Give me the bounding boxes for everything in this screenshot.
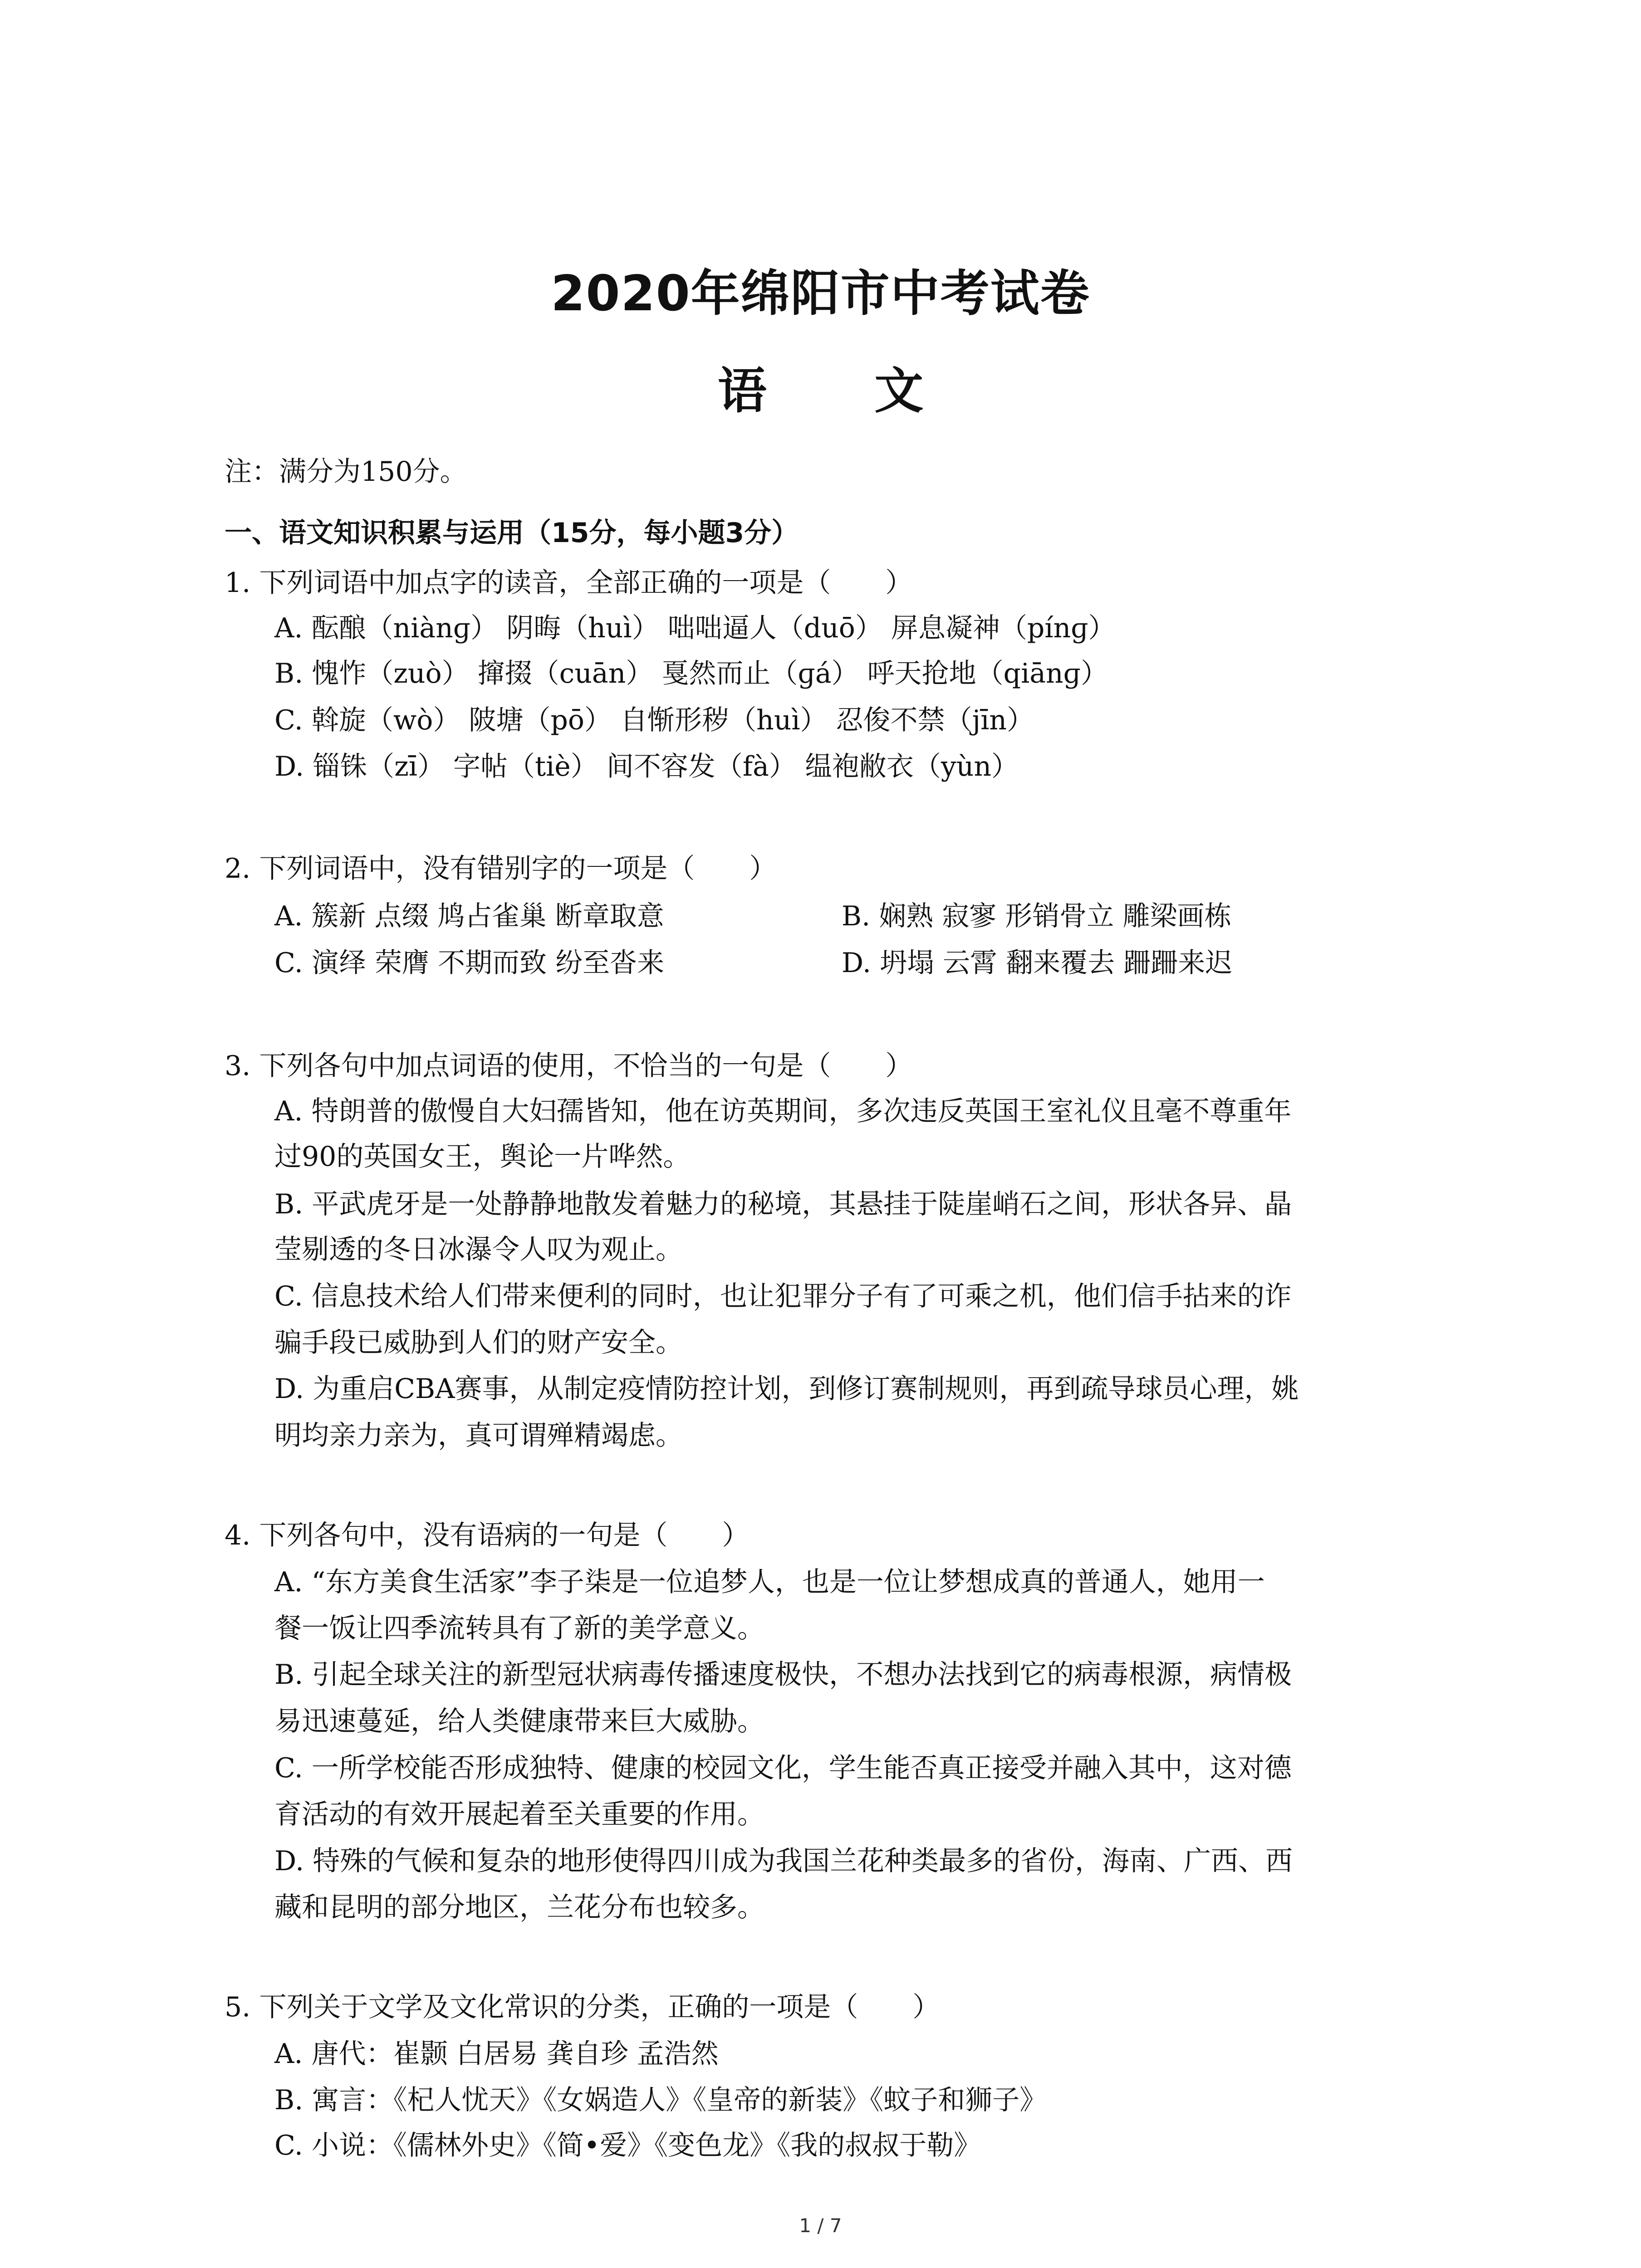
option-d: D. 为重启CBA赛事，从制定疫情防控计划，到修订赛制规则，再到疏导球员心理，姚 <box>274 1373 1299 1405</box>
option-b: B. 娴熟 寂寥 形销骨立 雕梁画栋 <box>842 900 1232 932</box>
option-c: C. 一所学校能否形成独特、健康的校园文化，学生能否真正接受并融入其中，这对德 <box>274 1752 1292 1784</box>
question-stem: 4. 下列各句中，没有语病的一句是（ ） <box>225 1520 749 1551</box>
question-stem: 2. 下列词语中，没有错别字的一项是（ ） <box>225 853 777 885</box>
subject-title: 语 文 <box>717 363 969 420</box>
section-heading: 一、语文知识积累与运用（15分，每小题3分） <box>225 517 799 549</box>
option-b-continued: 易迅速蔓延，给人类健康带来巨大威胁。 <box>274 1706 764 1737</box>
option-d-continued: 明均亲力亲为，真可谓殚精竭虑。 <box>274 1420 683 1452</box>
question-stem: 3. 下列各句中加点词语的使用，不恰当的一句是（ ） <box>225 1050 913 1082</box>
option-b: B. 平武虎牙是一处静静地散发着魅力的秘境，其悬挂于陡崖峭石之间，形状各异、晶 <box>274 1188 1292 1220</box>
option-d-continued: 藏和昆明的部分地区，兰花分布也较多。 <box>274 1892 764 1923</box>
option-b: B. 引起全球关注的新型冠状病毒传播速度极快，不想办法找到它的病毒根源，病情极 <box>274 1659 1292 1691</box>
option-c-continued: 育活动的有效开展起着至关重要的作用。 <box>274 1799 764 1830</box>
option-c: C. 演绎 荣膺 不期而致 纷至沓来 <box>274 947 665 979</box>
option-a: A. 酝酿（niànɡ） 阴晦（huì） 咄咄逼人（duō） 屏息凝神（pínɡ） <box>274 612 1116 644</box>
option-c: C. 斡旋（wò） 陂塘（pō） 自惭形秽（huì） 忍俊不禁（jīn） <box>274 704 1034 736</box>
page-number: 1 / 7 <box>799 2214 842 2237</box>
option-b: B. 愧怍（zuò） 撺掇（cuān） 戛然而止（ɡá） 呼天抢地（qiānɡ） <box>274 658 1108 689</box>
question-stem: 1. 下列词语中加点字的读音，全部正确的一项是（ ） <box>225 567 913 599</box>
score-note: 注：满分为150分。 <box>225 456 467 488</box>
question-stem: 5. 下列关于文学及文化常识的分类，正确的一项是（ ） <box>225 1991 940 2023</box>
option-a-continued: 过90的英国女王，舆论一片哗然。 <box>274 1141 691 1173</box>
option-c-continued: 骗手段已威胁到人们的财产安全。 <box>274 1327 683 1359</box>
option-d: D. 特殊的气候和复杂的地形使得四川成为我国兰花种类最多的省份，海南、广西、西 <box>274 1845 1293 1877</box>
option-a: A. 唐代：崔颢 白居易 龚自珍 孟浩然 <box>274 2038 719 2070</box>
option-a: A. 特朗普的傲慢自大妇孺皆知，他在访英期间，多次违反英国王室礼仪且毫不尊重年 <box>274 1095 1292 1127</box>
option-d: D. 坍塌 云霄 翻来覆去 跚跚来迟 <box>842 947 1233 979</box>
option-b: B. 寓言：《杞人忧天》《女娲造人》《皇帝的新装》《蚊子和狮子》 <box>274 2084 1047 2116</box>
exam-title: 2020年绵阳市中考试卷 <box>551 265 1090 322</box>
option-d: D. 锱铢（zī） 字帖（tiè） 间不容发（fà） 缊袍敝衣（yùn） <box>274 751 1019 782</box>
option-a: A. “东方美食生活家”李子柒是一位追梦人，也是一位让梦想成真的普通人，她用一 <box>274 1566 1265 1598</box>
option-a: A. 簇新 点缀 鸠占雀巢 断章取意 <box>274 900 664 932</box>
option-a-continued: 餐一饭让四季流转具有了新的美学意义。 <box>274 1613 764 1644</box>
option-b-continued: 莹剔透的冬日冰瀑令人叹为观止。 <box>274 1234 683 1266</box>
option-c: C. 信息技术给人们带来便利的同时，也让犯罪分子有了可乘之机，他们信手拈来的诈 <box>274 1281 1292 1312</box>
option-c: C. 小说：《儒林外史》《简•爱》《变色龙》《我的叔叔于勒》 <box>274 2130 981 2161</box>
